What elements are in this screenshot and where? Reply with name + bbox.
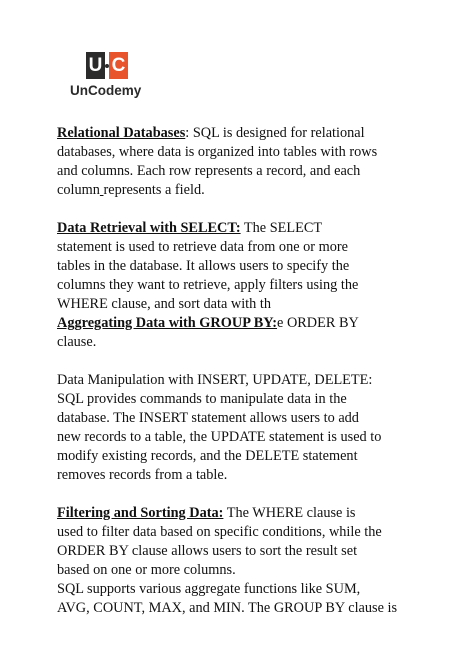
paragraph-gap (57, 485, 457, 504)
text-span: column (57, 182, 100, 198)
text-line (57, 124, 457, 143)
logo-letter-c: C (109, 52, 128, 79)
text-line: SQL supports various aggregate functions like SUM, (57, 581, 361, 597)
text-span: The SELECT (240, 220, 323, 236)
logo-dot (105, 52, 109, 79)
text-line: WHERE clause, and sort data with th (57, 296, 271, 312)
text-line: statement is used to retrieve data from one or more (57, 239, 348, 255)
logo-wordmark: UnCodemy (70, 83, 142, 98)
text-line: databases, where data is organized into tables with rows (57, 144, 378, 160)
text-line: based on one or more columns. (57, 562, 236, 578)
text-line: new records to a table, the UPDATE statement is used to (57, 429, 382, 445)
document-body (57, 124, 457, 618)
text-line: database. The INSERT statement allows users to add (57, 410, 359, 426)
text-span: The WHERE clause is (223, 505, 356, 521)
text-line (57, 181, 457, 200)
text-line (57, 504, 457, 523)
paragraph-gap (57, 352, 457, 371)
paragraph-relational-databases (57, 124, 457, 200)
logo-mark (86, 52, 128, 79)
paragraph-data-manipulation (57, 371, 457, 485)
text-line: and columns. Each row represents a record, and each (57, 163, 361, 179)
heading-filtering-sorting: Filtering and Sorting Data: (57, 505, 224, 521)
text-line: tables in the database. It allows users to specify the (57, 258, 350, 274)
text-line: removes records from a table. (57, 467, 228, 483)
text-line: SQL provides commands to manipulate data in the (57, 391, 347, 407)
text-line: AVG, COUNT, MAX, and MIN. The GROUP BY clause is (57, 600, 398, 616)
text-span: represents a field. (103, 182, 205, 198)
heading-aggregating-data: Aggregating Data with GROUP BY: (57, 315, 278, 331)
heading-data-retrieval: Data Retrieval with SELECT: (57, 220, 241, 236)
text-span: e ORDER BY (277, 315, 359, 331)
text-line: modify existing records, and the DELETE statement (57, 448, 358, 464)
uncodemy-logo (70, 52, 150, 100)
paragraph-filtering-sorting (57, 504, 457, 618)
paragraph-data-retrieval (57, 219, 457, 352)
heading-relational-databases: Relational Databases (57, 125, 186, 141)
text-line: ORDER BY clause allows users to sort the result set (57, 543, 358, 559)
logo-letter-u: U (86, 52, 105, 79)
text-line (57, 314, 457, 333)
text-span: : SQL is designed for relational (185, 125, 365, 141)
text-line: columns they want to retrieve, apply filters using the (57, 277, 359, 293)
text-line: used to filter data based on specific conditions, while the (57, 524, 382, 540)
paragraph-gap (57, 200, 457, 219)
text-line: clause. (57, 334, 97, 350)
text-line (57, 219, 457, 238)
text-line: Data Manipulation with INSERT, UPDATE, DELETE: (57, 372, 373, 388)
